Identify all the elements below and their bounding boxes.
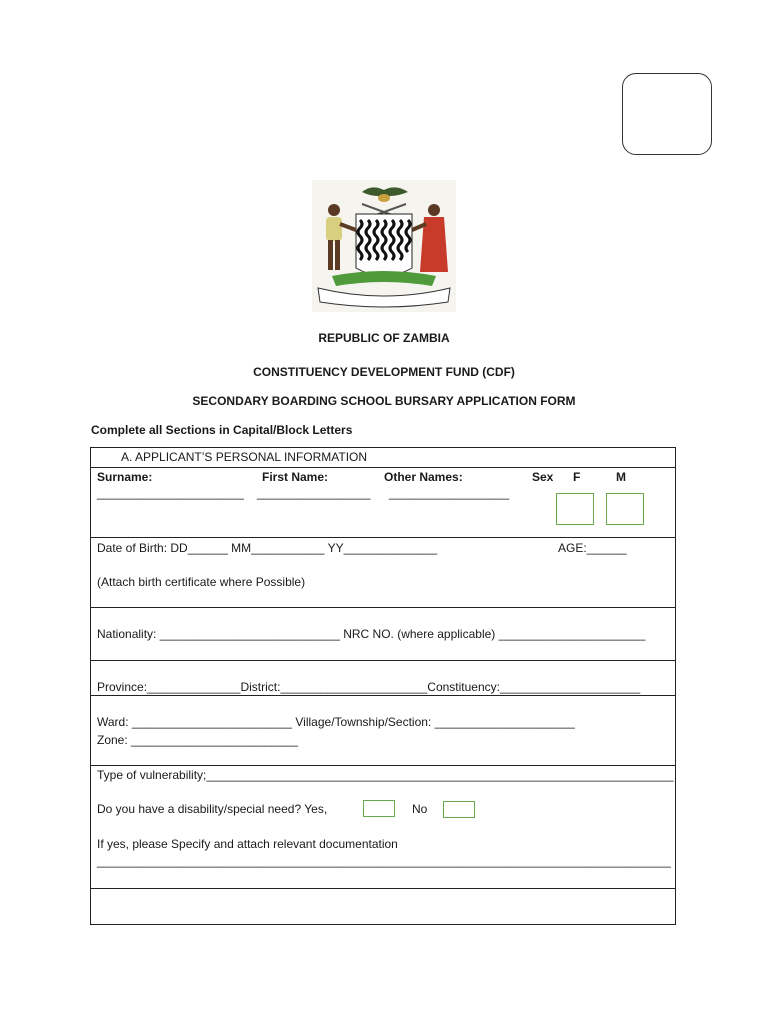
disability-no-checkbox[interactable]: [443, 801, 475, 818]
other-names-label: Other Names:: [384, 470, 463, 484]
applicant-info-form: [90, 447, 676, 925]
specify-instruction: If yes, please Specify and attach relevant documentation: [97, 837, 398, 851]
surname-input[interactable]: ______________________: [97, 486, 244, 500]
coat-of-arms-icon: [312, 180, 456, 312]
age-field[interactable]: AGE:______: [558, 541, 627, 555]
dob-row: [91, 538, 675, 608]
sex-m-checkbox[interactable]: [606, 493, 644, 525]
first-name-input[interactable]: _________________: [257, 486, 371, 500]
disability-question: Do you have a disability/special need? Yes,: [97, 802, 328, 816]
dob-field[interactable]: Date of Birth: DD______ MM___________ YY______________: [97, 541, 438, 555]
vulnerability-row: [91, 766, 675, 889]
disability-yes-checkbox[interactable]: [363, 800, 395, 817]
birth-certificate-note: (Attach birth certificate where Possible): [97, 575, 306, 589]
surname-label: Surname:: [97, 470, 153, 484]
vulnerability-field[interactable]: Type of vulnerability;______________________________________________________________________: [97, 768, 674, 782]
names-row: [91, 468, 675, 538]
blank-row: [91, 889, 675, 924]
country-heading: REPUBLIC OF ZAMBIA: [318, 331, 450, 345]
sex-m-label: M: [616, 470, 626, 484]
ward-village-field[interactable]: Ward: ________________________ Village/Township/Section: _____________________: [97, 715, 575, 729]
disability-no-label: No: [412, 802, 428, 816]
nationality-nrc-field[interactable]: Nationality: ___________________________ NRC NO. (where applicable) ______________________: [97, 627, 646, 641]
province-district-constituency-field[interactable]: Province:______________District:______________________Constituency:_____________________: [97, 680, 641, 694]
other-names-input[interactable]: __________________: [389, 486, 510, 500]
zone-field[interactable]: Zone: _________________________: [97, 733, 298, 747]
form-title: SECONDARY BOARDING SCHOOL BURSARY APPLICATION FORM: [192, 394, 576, 408]
section-a-title: A. APPLICANT’S PERSONAL INFORMATION: [121, 450, 368, 464]
passport-photo-box: [622, 73, 712, 155]
sex-f-checkbox[interactable]: [556, 493, 594, 525]
fund-heading: CONSTITUENCY DEVELOPMENT FUND (CDF): [253, 365, 515, 379]
ward-row: [91, 696, 675, 766]
section-a-header: [91, 448, 675, 468]
nationality-row: [91, 608, 675, 661]
sex-f-label: F: [573, 470, 581, 484]
province-row: [91, 661, 675, 696]
first-name-label: First Name:: [262, 470, 329, 484]
specify-input[interactable]: ______________________________________________________________________________________: [97, 854, 671, 868]
instruction-text: Complete all Sections in Capital/Block Letters: [91, 423, 353, 437]
sex-label: Sex: [532, 470, 554, 484]
